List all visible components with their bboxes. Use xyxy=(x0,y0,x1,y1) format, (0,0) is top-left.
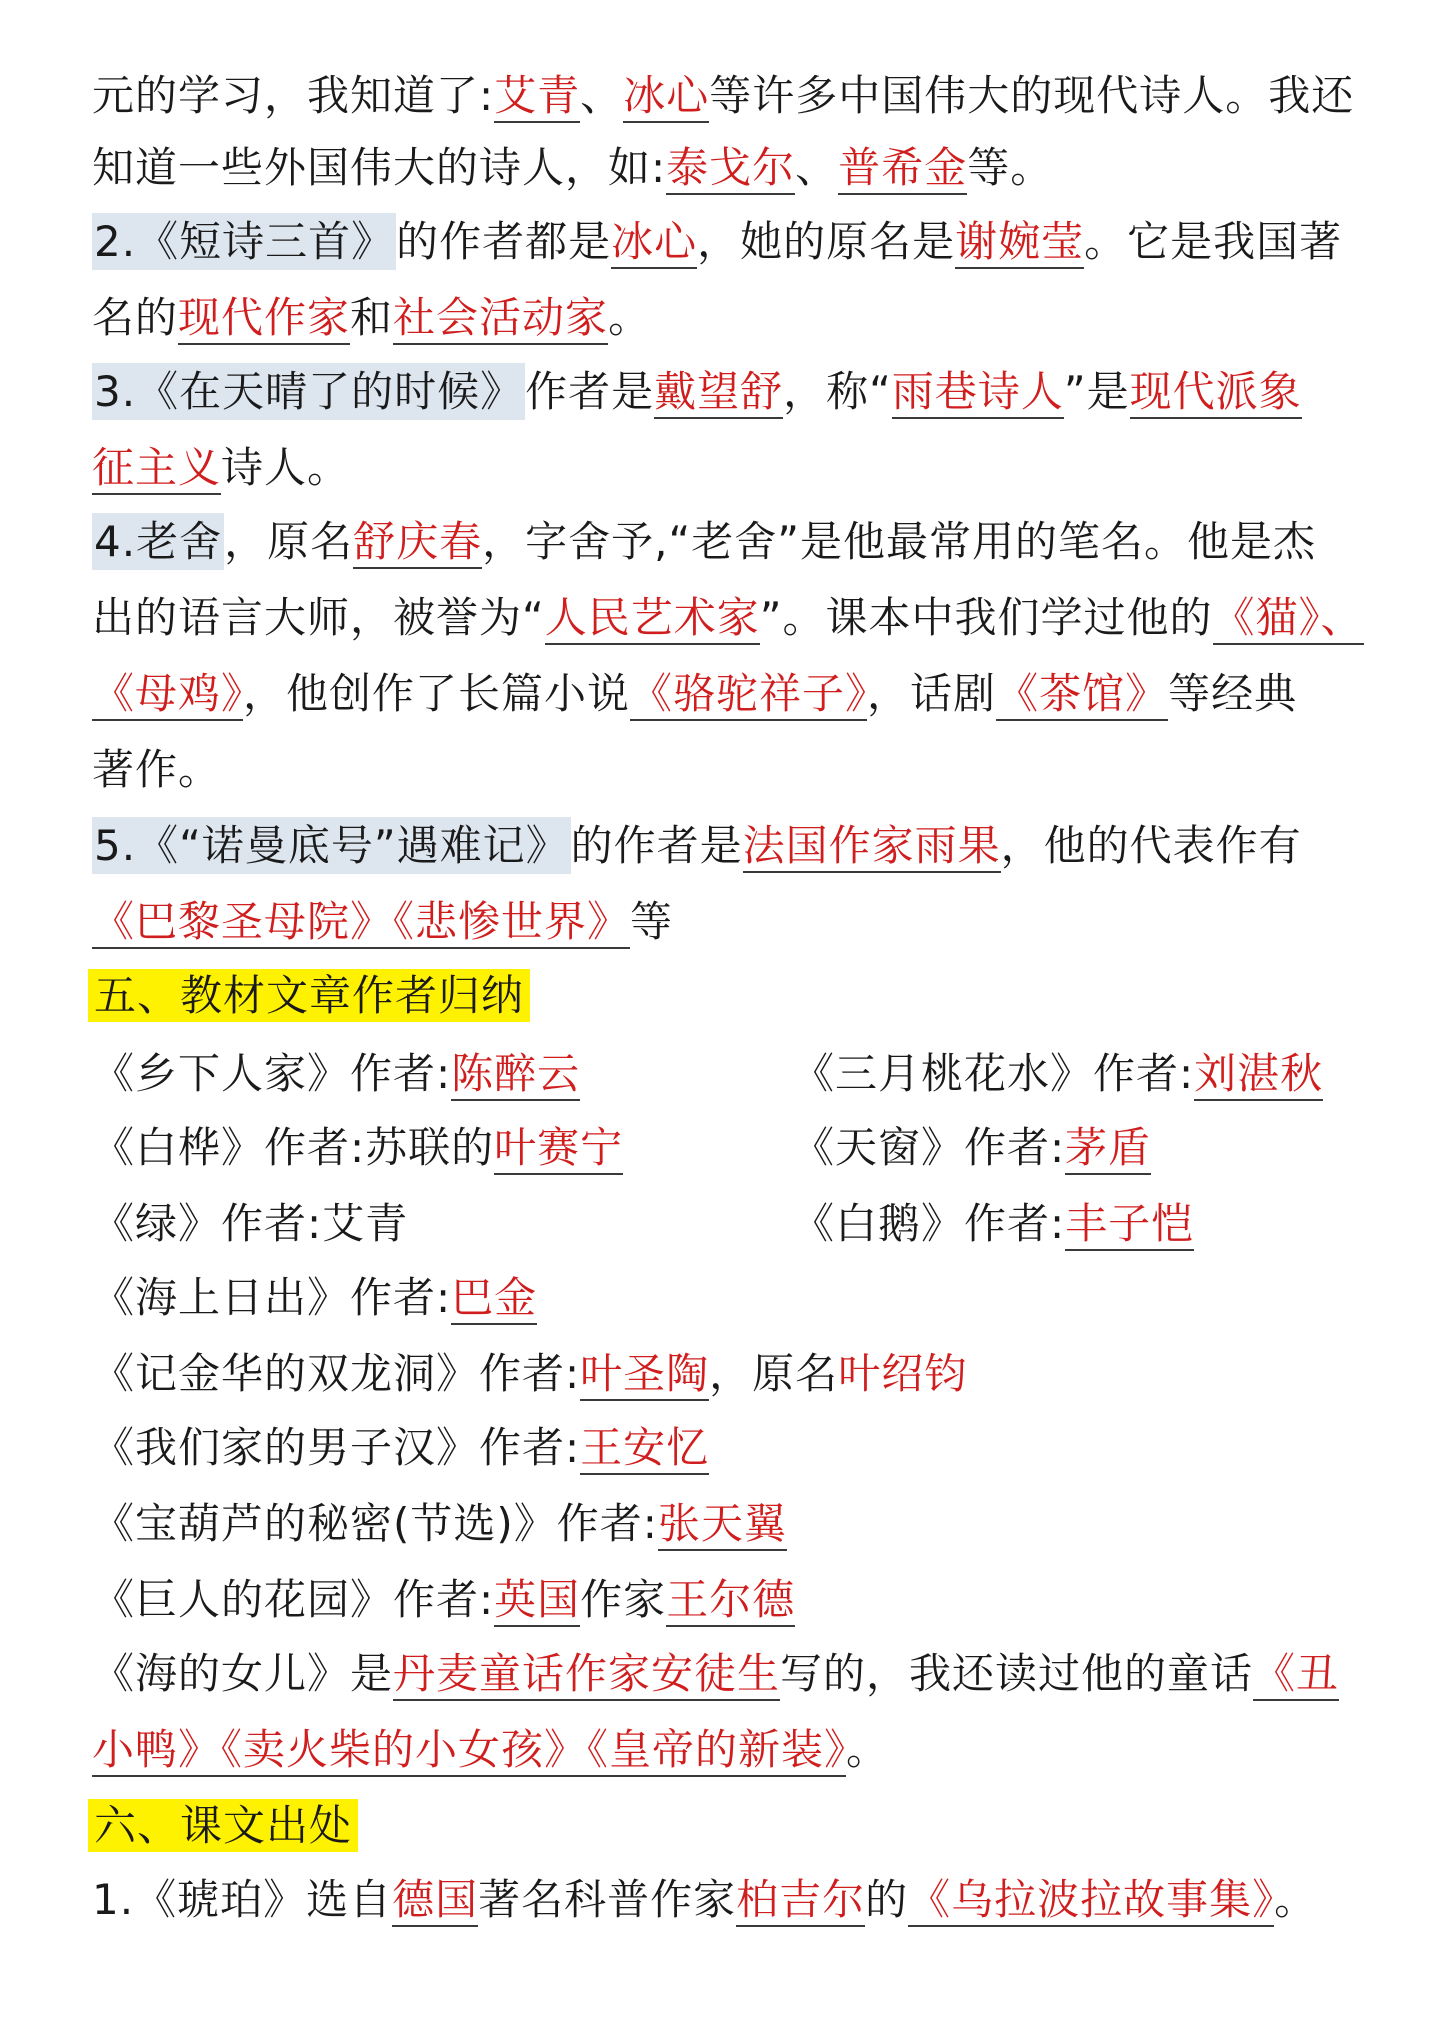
text-line xyxy=(92,1720,1368,1780)
text-line xyxy=(92,1644,1368,1704)
answer-text: 舒庆春 xyxy=(353,517,482,569)
answer-text: 王安忆 xyxy=(580,1423,709,1475)
answer-text: 叶圣陶 xyxy=(580,1349,709,1401)
author-col-2 xyxy=(792,1044,1323,1104)
answer-text: 社会活动家 xyxy=(393,293,608,345)
text-span: ，他的代表作有 xyxy=(1000,821,1302,870)
text-span: 名的 xyxy=(92,293,179,342)
text-span: 《天窗》作者: xyxy=(792,1123,1066,1172)
answer-text: 巴金 xyxy=(451,1273,537,1325)
answer-text: 雨巷诗人 xyxy=(892,367,1064,419)
section-heading xyxy=(92,1796,1368,1856)
text-line xyxy=(92,438,1368,498)
text-span: 《海的女儿》是 xyxy=(92,1649,394,1698)
text-span: 出的语言大师，被誉为“ xyxy=(92,593,545,642)
author-row xyxy=(92,1344,1368,1404)
section-heading-text: 五、教材文章作者归纳 xyxy=(88,969,530,1022)
text-line xyxy=(92,816,1368,876)
text-line xyxy=(92,892,1368,952)
text-span: ，话剧 xyxy=(867,669,997,718)
answer-text: 小鸭》《卖火柴的小女孩》《皇帝的新装》 xyxy=(92,1725,846,1777)
answer-text: 德国 xyxy=(392,1875,478,1927)
text-span: 。 xyxy=(608,293,652,342)
text-line xyxy=(92,212,1368,272)
answer-text: 《骆驼祥子》 xyxy=(630,669,867,721)
text-span: 《白桦》作者:苏联的 xyxy=(92,1123,495,1172)
answer-text: 普希金 xyxy=(838,143,967,195)
author-col-2 xyxy=(792,1118,1151,1178)
text-line xyxy=(92,740,1368,800)
text-span: 作家 xyxy=(580,1575,667,1624)
text-span: 等经典 xyxy=(1168,669,1298,718)
text-span: 《三月桃花水》作者: xyxy=(792,1049,1195,1098)
text-span: ”是 xyxy=(1063,367,1130,416)
text-span: ，她的原名是 xyxy=(697,217,956,266)
author-row xyxy=(92,1418,1368,1478)
text-span: 等许多中国伟大的现代诗人。我还 xyxy=(709,71,1355,120)
text-span: 《巨人的花园》作者: xyxy=(92,1575,495,1624)
author-row xyxy=(92,1494,1368,1554)
text-span: ，他创作了长篇小说 xyxy=(243,669,631,718)
text-line xyxy=(92,138,1368,198)
text-span: ”。课本中我们学过他的 xyxy=(759,593,1213,642)
text-span: 。它是我国著 xyxy=(1084,217,1343,266)
text-span: 《海上日出》作者: xyxy=(92,1273,452,1322)
answer-text: 谢婉莹 xyxy=(955,217,1084,269)
text-line xyxy=(92,362,1368,422)
answer-text: 《茶馆》 xyxy=(996,669,1168,721)
author-col-2 xyxy=(792,1194,1194,1254)
text-line xyxy=(92,1870,1368,1930)
text-span: ，称“ xyxy=(783,367,892,416)
answer-text: 现代作家 xyxy=(178,293,350,345)
author-row xyxy=(92,1194,1368,1254)
answer-text: 人民艺术家 xyxy=(545,593,760,645)
text-span: 。 xyxy=(846,1725,890,1774)
section-heading xyxy=(92,966,1368,1026)
answer-text: 冰心 xyxy=(623,71,709,123)
answer-text: 《丑 xyxy=(1253,1649,1339,1701)
text-span: 《记金华的双龙洞》作者: xyxy=(92,1349,581,1398)
text-span: 《乡下人家》作者: xyxy=(92,1049,452,1098)
answer-text: 柏吉尔 xyxy=(736,1875,865,1927)
text-span: 等。 xyxy=(967,143,1054,192)
answer-text: 戴望舒 xyxy=(654,367,783,419)
text-line xyxy=(92,288,1368,348)
text-line xyxy=(92,588,1368,648)
answer-text: 陈醉云 xyxy=(451,1049,580,1101)
text-span: 的作者是 xyxy=(570,821,743,870)
item-label: 5.《“诺曼底号”遇难记》 xyxy=(92,817,571,874)
item-label: 4.老舍 xyxy=(92,513,224,570)
text-span: 的 xyxy=(865,1875,909,1924)
answer-text: 《巴黎圣母院》《悲惨世界》 xyxy=(92,897,630,949)
text-span: ，原名 xyxy=(709,1349,839,1398)
text-line xyxy=(92,664,1368,724)
answer-text: 张天翼 xyxy=(658,1499,787,1551)
answer-text: 《母鸡》 xyxy=(92,669,243,721)
author-row xyxy=(92,1268,1368,1328)
text-span: 《我们家的男子汉》作者: xyxy=(92,1423,581,1472)
answer-text: 征主义 xyxy=(92,443,221,495)
section-heading-text: 六、课文出处 xyxy=(88,1799,358,1852)
text-span: 和 xyxy=(350,293,394,342)
text-span: 写的，我还读过他的童话 xyxy=(780,1649,1254,1698)
text-span: 。 xyxy=(1274,1875,1318,1924)
text-span: 著名科普作家 xyxy=(478,1875,737,1924)
text-span: ，原名 xyxy=(224,517,354,566)
author-row xyxy=(92,1118,1368,1178)
item-label: 2.《短诗三首》 xyxy=(92,213,396,270)
answer-text: 刘湛秋 xyxy=(1194,1049,1323,1101)
answer-text: 叶绍钧 xyxy=(838,1349,968,1398)
answer-text: 茅盾 xyxy=(1065,1123,1151,1175)
answer-text: 现代派象 xyxy=(1130,367,1302,419)
text-line xyxy=(92,66,1368,126)
author-row xyxy=(92,1570,1368,1630)
item-label: 3.《在天晴了的时候》 xyxy=(92,363,525,420)
text-span: 元的学习，我知道了: xyxy=(92,71,495,120)
answer-text: 《猫》、 xyxy=(1213,593,1364,645)
text-span: 等 xyxy=(630,897,674,946)
text-span: 诗人。 xyxy=(221,443,351,492)
text-span: 1.《琥珀》选自 xyxy=(92,1875,393,1924)
text-span: 《绿》作者:艾青 xyxy=(92,1199,409,1248)
answer-text: 冰心 xyxy=(611,217,697,269)
text-span: 《宝葫芦的秘密(节选)》作者: xyxy=(92,1499,658,1548)
author-row xyxy=(92,1044,1368,1104)
text-span: 作者是 xyxy=(525,367,655,416)
text-span: 、 xyxy=(580,71,624,120)
answer-text: 法国作家雨果 xyxy=(743,821,1001,873)
text-line xyxy=(92,512,1368,572)
text-span: 知道一些外国伟大的诗人，如: xyxy=(92,143,667,192)
answer-text: 英国 xyxy=(494,1575,580,1627)
answer-text: 《乌拉波拉故事集》 xyxy=(908,1875,1274,1927)
text-span: ，字舍予,“老舍”是他最常用的笔名。他是杰 xyxy=(482,517,1316,566)
text-span: 的作者都是 xyxy=(396,217,612,266)
answer-text: 艾青 xyxy=(494,71,580,123)
text-span: 、 xyxy=(795,143,839,192)
answer-text: 王尔德 xyxy=(666,1575,795,1627)
answer-text: 叶赛宁 xyxy=(494,1123,623,1175)
answer-text: 丹麦童话作家安徒生 xyxy=(393,1649,780,1701)
text-span: 著作。 xyxy=(92,745,222,794)
answer-text: 丰子恺 xyxy=(1065,1199,1194,1251)
text-span: 《白鹅》作者: xyxy=(792,1199,1066,1248)
answer-text: 泰戈尔 xyxy=(666,143,795,195)
